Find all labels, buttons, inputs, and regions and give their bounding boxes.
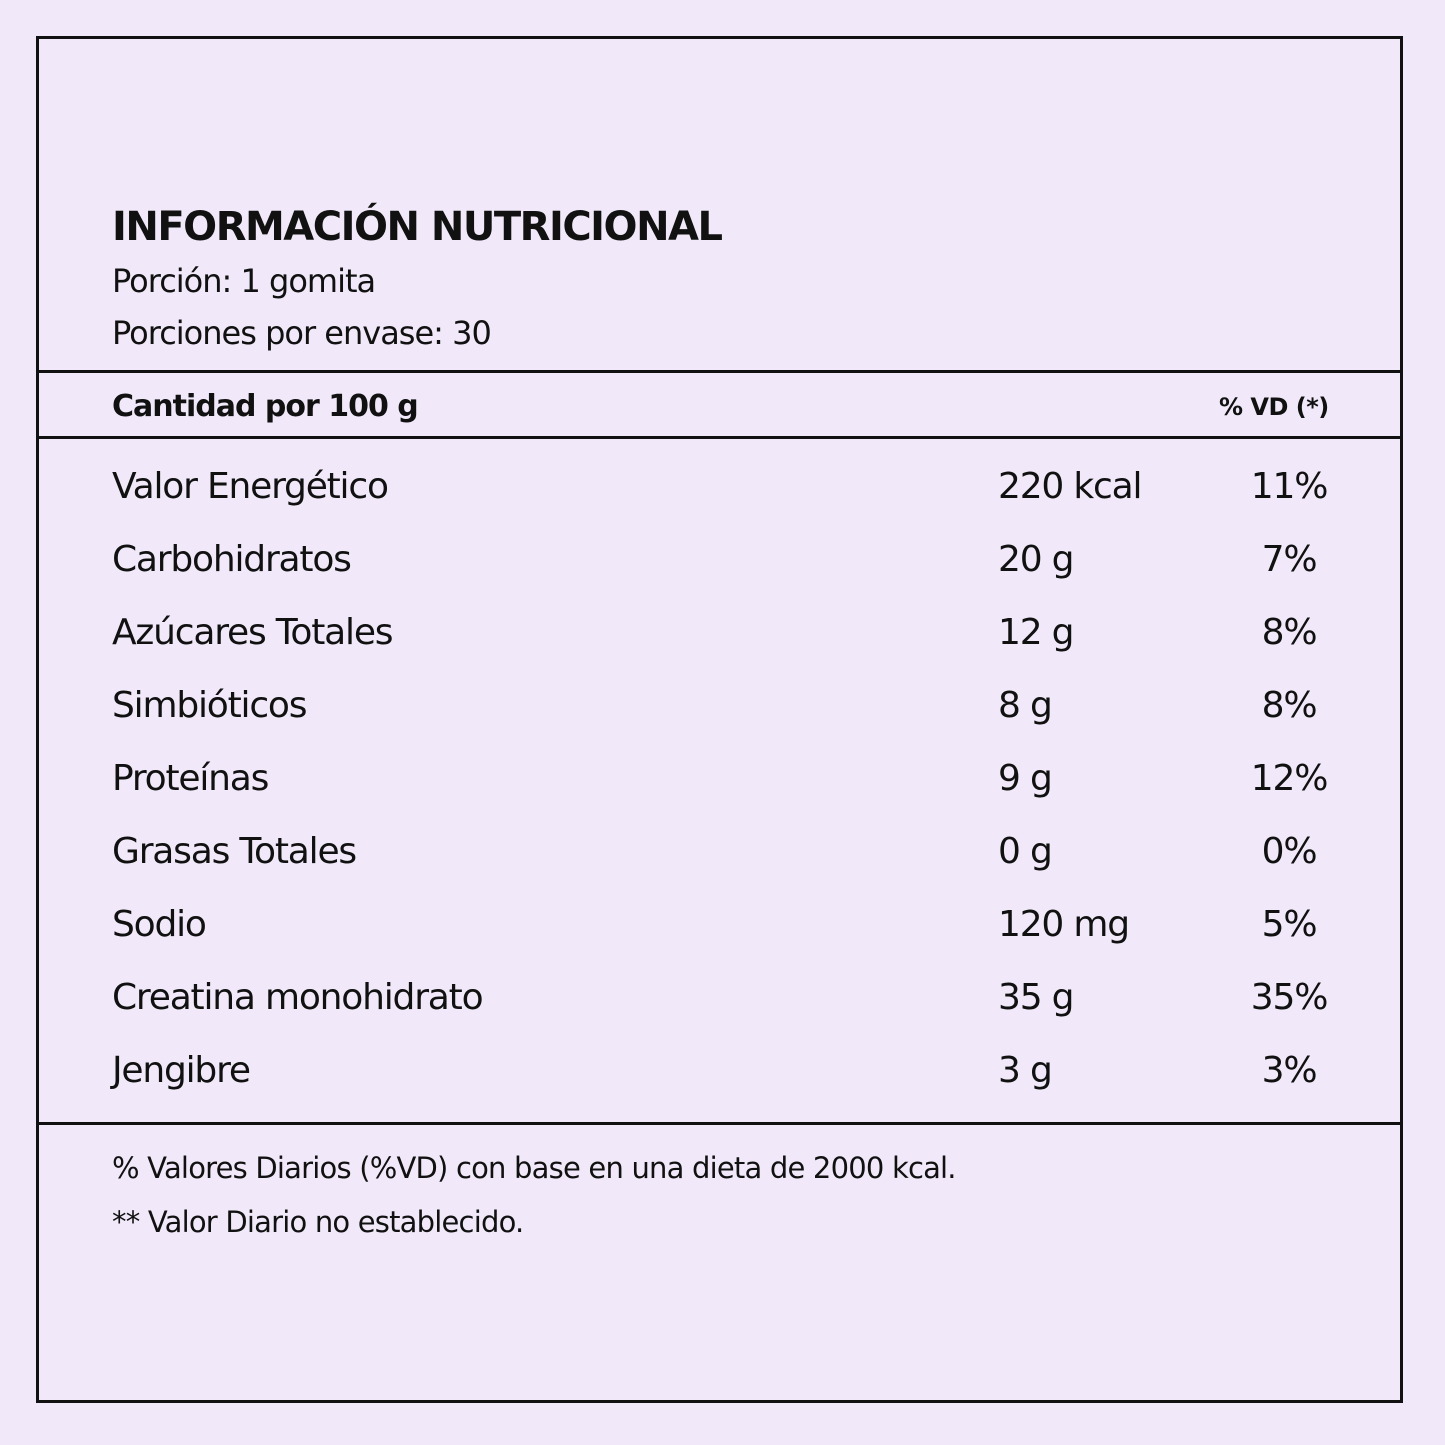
nutrient-amount: 0 g bbox=[998, 831, 1052, 872]
nutrient-name: Carbohidratos bbox=[112, 539, 351, 580]
nutrient-amount: 220 kcal bbox=[998, 466, 1142, 507]
nutrient-row bbox=[39, 901, 1400, 974]
divider-top bbox=[39, 370, 1400, 373]
nutrient-amount: 20 g bbox=[998, 539, 1074, 580]
nutrient-daily-value: 3% bbox=[1261, 1050, 1317, 1091]
nutrient-row bbox=[39, 609, 1400, 682]
nutrient-name: Valor Energético bbox=[112, 466, 388, 507]
serving-size: Porción: 1 gomita bbox=[112, 262, 376, 300]
nutrient-daily-value: 35% bbox=[1250, 977, 1328, 1018]
nutrient-daily-value: 7% bbox=[1261, 539, 1317, 580]
nutrient-name: Jengibre bbox=[112, 1050, 250, 1091]
nutrient-row bbox=[39, 536, 1400, 609]
nutrient-row bbox=[39, 828, 1400, 901]
nutrient-daily-value: 8% bbox=[1261, 612, 1317, 653]
nutrient-amount: 3 g bbox=[998, 1050, 1052, 1091]
nutrient-name: Proteínas bbox=[112, 758, 269, 799]
nutrient-name: Simbióticos bbox=[112, 685, 307, 726]
nutrient-name: Creatina monohidrato bbox=[112, 977, 483, 1018]
nutrient-amount: 35 g bbox=[998, 977, 1074, 1018]
nutrient-daily-value: 12% bbox=[1250, 758, 1328, 799]
nutrient-daily-value: 8% bbox=[1261, 685, 1317, 726]
nutrition-facts-panel bbox=[36, 36, 1403, 1403]
nutrient-daily-value: 0% bbox=[1261, 831, 1317, 872]
nutrient-amount: 120 mg bbox=[998, 904, 1129, 945]
nutrient-name: Grasas Totales bbox=[112, 831, 356, 872]
column-header-daily-value: % VD (*) bbox=[1219, 393, 1329, 421]
nutrient-row bbox=[39, 1047, 1400, 1120]
nutrient-name: Sodio bbox=[112, 904, 206, 945]
divider-header bbox=[39, 436, 1400, 439]
nutrient-row bbox=[39, 463, 1400, 536]
nutrient-row bbox=[39, 682, 1400, 755]
nutrient-daily-value: 5% bbox=[1261, 904, 1317, 945]
nutrient-amount: 9 g bbox=[998, 758, 1052, 799]
divider-footer bbox=[39, 1122, 1400, 1125]
servings-per-container: Porciones por envase: 30 bbox=[112, 314, 491, 352]
nutrient-amount: 12 g bbox=[998, 612, 1074, 653]
nutrient-table bbox=[39, 463, 1400, 1120]
nutrient-row bbox=[39, 755, 1400, 828]
nutrient-amount: 8 g bbox=[998, 685, 1052, 726]
nutrient-name: Azúcares Totales bbox=[112, 612, 393, 653]
nutrient-daily-value: 11% bbox=[1250, 466, 1328, 507]
label-header bbox=[39, 39, 1400, 373]
footnote-daily-values: % Valores Diarios (%VD) con base en una dieta de 2000 kcal. bbox=[112, 1151, 956, 1185]
nutrient-row bbox=[39, 974, 1400, 1047]
footnote-not-established: ** Valor Diario no establecido. bbox=[112, 1205, 524, 1239]
column-header-amount: Cantidad por 100 g bbox=[112, 389, 418, 424]
label-title: INFORMACIÓN NUTRICIONAL bbox=[112, 204, 722, 250]
